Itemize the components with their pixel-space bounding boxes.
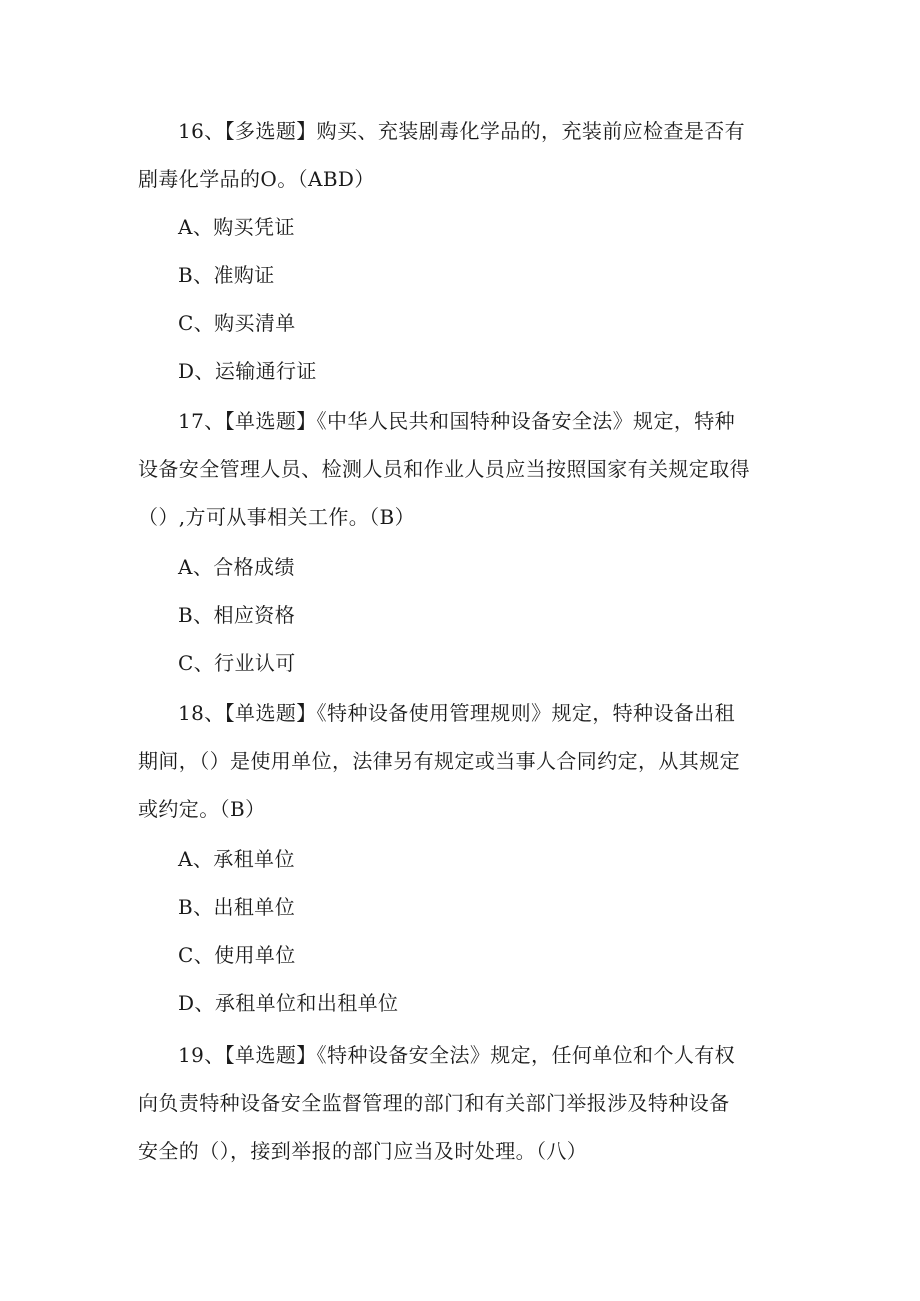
- option-18-d: D、承租单位和出租单位: [178, 991, 399, 1015]
- option-18-a: A、承租单位: [178, 847, 295, 871]
- question-17-line-3: （）,方可从事相关工作。（B）: [138, 505, 416, 529]
- question-16-line-2: 剧毒化学品的O。（ABD）: [138, 167, 375, 191]
- option-18-b: B、出租单位: [178, 895, 296, 919]
- question-17-line-1: 17、【单选题】《中华人民共和国特种设备安全法》规定，特种: [178, 409, 736, 433]
- question-19-line-3: 安全的（），接到举报的部门应当及时处理。（八）: [138, 1139, 588, 1163]
- option-16-b: B、准购证: [178, 263, 275, 287]
- question-16-line-1: 16、【多选题】购买、充装剧毒化学品的，充装前应检查是否有: [178, 119, 746, 143]
- question-19-line-2: 向负责特种设备安全监督管理的部门和有关部门举报涉及特种设备: [138, 1091, 730, 1115]
- option-18-c: C、使用单位: [178, 943, 296, 967]
- option-17-c: C、行业认可: [178, 651, 296, 675]
- option-16-d: D、运输通行证: [178, 359, 317, 383]
- question-18-line-2: 期间，（）是使用单位，法律另有规定或当事人合同约定，从其规定: [138, 749, 740, 773]
- question-17-line-2: 设备安全管理人员、检测人员和作业人员应当按照国家有关规定取得: [138, 457, 750, 481]
- option-17-b: B、相应资格: [178, 603, 296, 627]
- option-16-c: C、购买清单: [178, 311, 296, 335]
- option-16-a: A、购买凭证: [178, 215, 295, 239]
- question-18-line-3: 或约定。（B）: [138, 797, 266, 821]
- question-19-line-1: 19、【单选题】《特种设备安全法》规定，任何单位和个人有权: [178, 1043, 736, 1067]
- option-17-a: A、合格成绩: [178, 555, 295, 579]
- question-18-line-1: 18、【单选题】《特种设备使用管理规则》规定，特种设备出租: [178, 701, 736, 725]
